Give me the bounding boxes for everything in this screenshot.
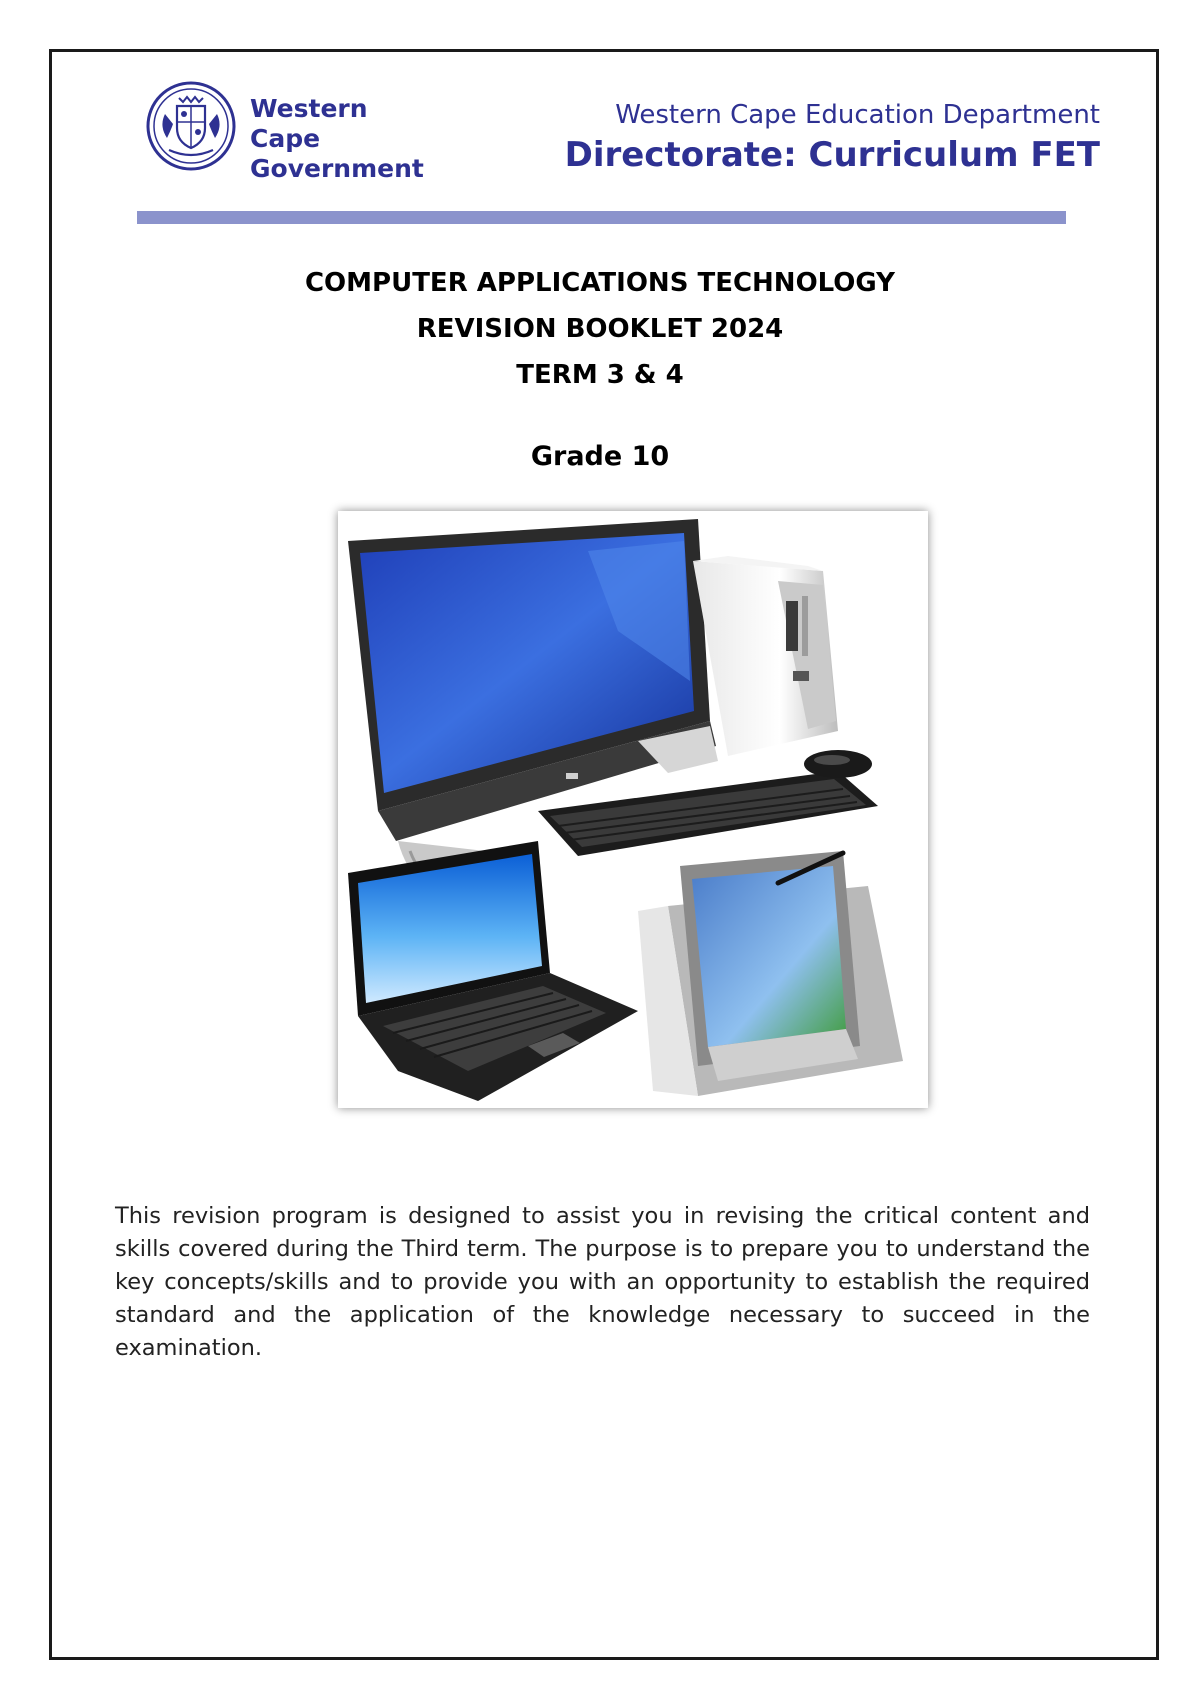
tower-pc-icon — [693, 556, 838, 756]
document-title — [0, 260, 1200, 398]
intro-paragraph: This revision program is designed to assist you in revising the critical content and skills covered during the Third term. The purpose is to prepare you to understand the key concepts/skills and to provide you with an opportunity to establish the required standard and the application of the knowledge necessary to succeed in the examination. — [115, 1203, 1090, 1361]
laptop-icon — [348, 841, 638, 1101]
mouse-icon — [804, 750, 872, 778]
grade-label: Grade 10 — [530, 441, 670, 472]
title-line-1: COMPUTER APPLICATIONS TECHNOLOGY — [304, 268, 896, 298]
header-divider — [137, 211, 1066, 224]
title-line-2: REVISION BOOKLET 2024 — [416, 314, 784, 344]
logo-line-1: Western Cape — [250, 94, 368, 153]
logo-line-2: Government — [250, 154, 424, 183]
western-cape-government-logo — [145, 80, 445, 183]
coat-of-arms-icon — [145, 80, 237, 172]
title-line-3: TERM 3 & 4 — [516, 360, 684, 390]
keyboard-icon — [538, 771, 878, 856]
department-header — [565, 98, 1100, 178]
department-name: Western Cape Education Department — [615, 100, 1100, 130]
tablet-pc-icon — [638, 851, 903, 1096]
computers-illustration — [338, 511, 928, 1108]
directorate-name: Directorate: Curriculum FET — [564, 135, 1100, 175]
